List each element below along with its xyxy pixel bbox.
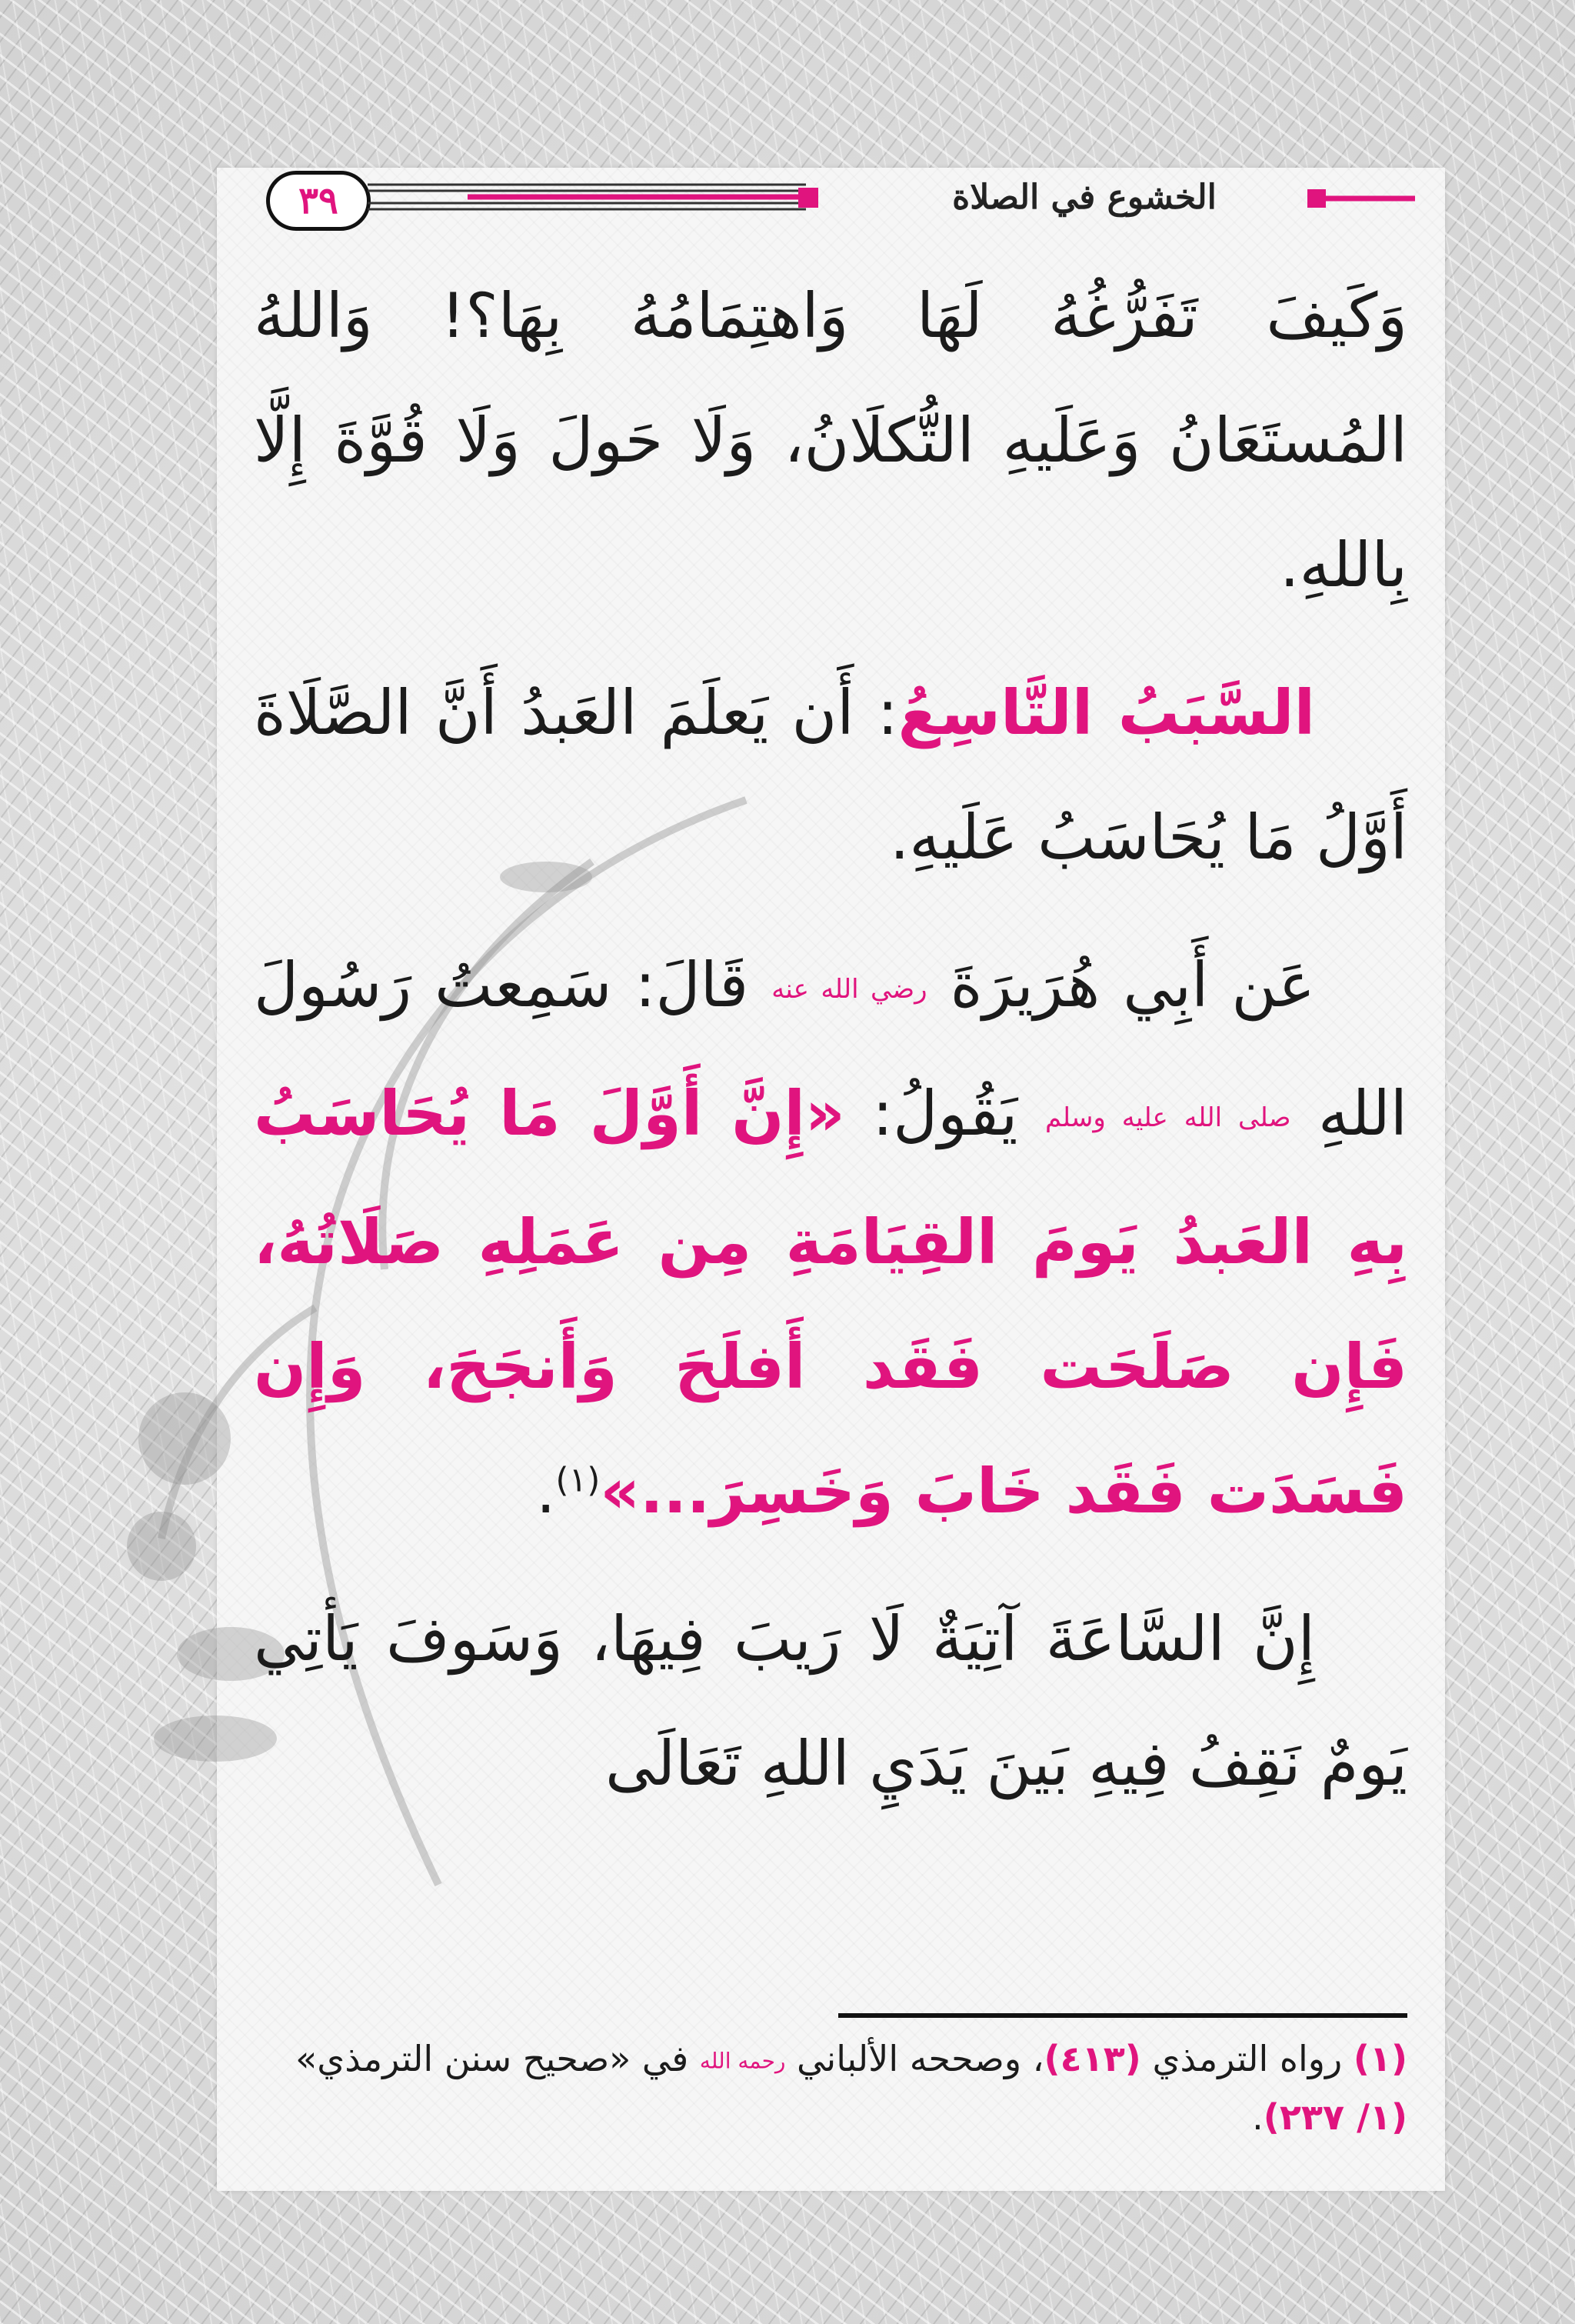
narrator-text: عَن أَبِي هُرَيرَةَ bbox=[927, 949, 1316, 1021]
paragraph-2-text: أَن يَعلَمَ العَبدُ أَنَّ الصَّلَاةَ أَوَّلُ مَا يُحَاسَبُ عَلَيهِ. bbox=[254, 677, 1407, 873]
footnote-divider bbox=[838, 2013, 1407, 2018]
footnote bbox=[254, 2031, 1407, 2145]
honorific-radiallahu: رضي الله عنه bbox=[771, 974, 927, 1005]
paragraph-2 bbox=[254, 651, 1407, 900]
paragraph-4: إِنَّ السَّاعَةَ آتِيَةٌ لَا رَيبَ فِيهَا، وَسَوفَ يَأتِي يَومٌ نَقِفُ فِيهِ بَينَ يَدَيِ اللهِ تَعَالَى bbox=[254, 1603, 1407, 1800]
paragraph-3 bbox=[254, 923, 1407, 1554]
sentence-end: . bbox=[535, 1455, 556, 1528]
main-text bbox=[254, 254, 1407, 1849]
said-text: قَالَ: سَمِعتُ رَسُولَ اللهِ bbox=[254, 949, 1408, 1150]
header-rule-right bbox=[1307, 185, 1423, 212]
book-title: الخشوع في الصلاة bbox=[952, 178, 1217, 217]
footnote-text-c: في «صحيح سنن الترمذي» bbox=[295, 2038, 700, 2079]
footnote-honorific: رحمه الله bbox=[699, 2048, 786, 2074]
footnote-number: (١) bbox=[1353, 2038, 1407, 2079]
footnote-text-d: . bbox=[1252, 2096, 1264, 2138]
header-rule-left bbox=[368, 178, 844, 217]
honorific-salla: صلى الله عليه وسلم bbox=[1044, 1102, 1291, 1134]
footnote-ref-2: (١/ ٢٣٧) bbox=[1263, 2096, 1407, 2138]
footnote-text-a: رواه الترمذي bbox=[1140, 2038, 1354, 2079]
says-text: يَقُولُ: bbox=[844, 1078, 1045, 1150]
heading-colon: : bbox=[877, 677, 898, 749]
paragraph-1: وَكَيفَ تَفَرُّغُهُ لَهَا وَاهتِمَامُهُ بِهَا؟! وَاللهُ المُستَعَانُ وَعَلَيهِ التُّكلَانُ، وَلَا حَولَ وَلَا قُوَّةَ إِلَّا بِاللهِ. bbox=[254, 280, 1407, 601]
footnote-text-b: ، وصححه الألباني bbox=[785, 2038, 1044, 2079]
section-heading: السَّبَبُ التَّاسِعُ bbox=[897, 677, 1316, 749]
hadith-quote: «إِنَّ أَوَّلَ مَا يُحَاسَبُ بِهِ العَبدُ يَومَ القِيَامَةِ مِن عَمَلِهِ صَلَاتُهُ، فَإِن صَلَحَت فَقَد أَفلَحَ وَأَنجَحَ، وَإِن فَسَدَت فَقَد خَابَ وَخَسِرَ...» bbox=[254, 1078, 1407, 1528]
footnote-ref-1: (٤١٣) bbox=[1044, 2038, 1141, 2079]
footnote-reference[interactable]: (١) bbox=[555, 1460, 601, 1500]
page-number: ٣٩ bbox=[266, 171, 371, 231]
